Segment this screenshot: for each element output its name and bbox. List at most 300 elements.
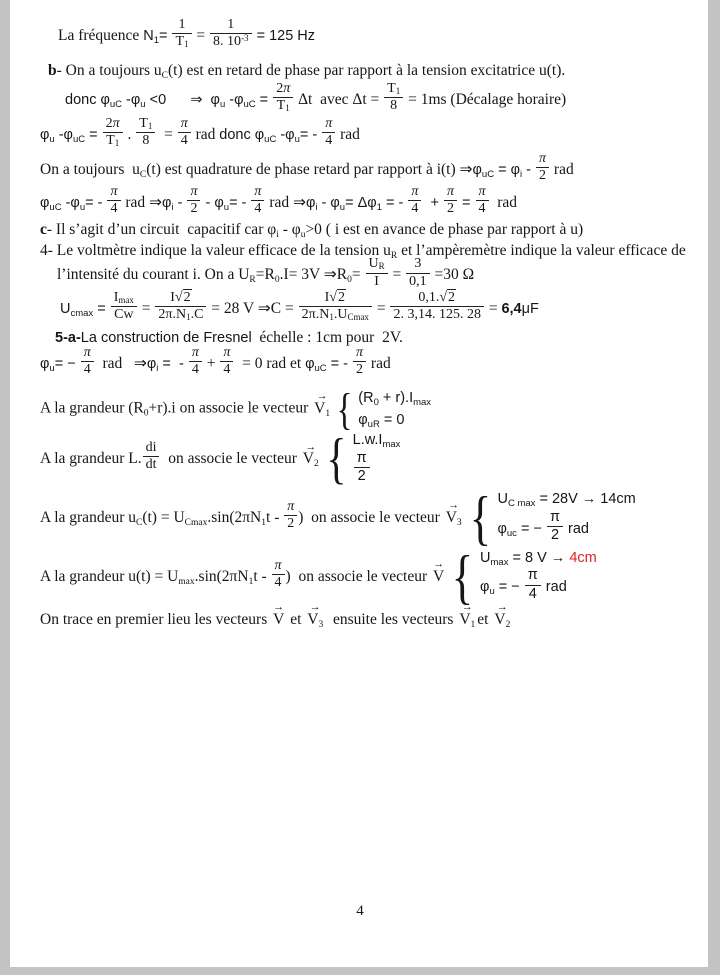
text-run: (t) est en retard de phase par rapport à la tension excitatrice u(t). xyxy=(168,62,566,80)
radicand: 2 xyxy=(337,289,345,305)
vector-letter: V xyxy=(314,399,326,417)
radical-sign: √ xyxy=(439,289,448,305)
fraction-denominator xyxy=(525,586,541,603)
vector-index: 2 xyxy=(505,619,511,630)
text-run: + r).I xyxy=(378,390,414,407)
line-vecteur-v3 xyxy=(40,485,694,551)
fraction-numerator xyxy=(220,345,233,362)
fraction-numerator xyxy=(384,81,403,98)
text-run: rad xyxy=(191,126,220,144)
line-quadrature xyxy=(40,151,694,187)
subscript: i xyxy=(171,202,174,214)
fraction-numerator xyxy=(406,256,430,273)
subscript: cmax xyxy=(70,307,94,319)
text-run: 1 xyxy=(227,17,235,32)
text-run: >0 ( i est en avance de phase par rapport à u) xyxy=(305,221,584,239)
system-row xyxy=(497,490,635,509)
system-row xyxy=(353,431,401,450)
vector-letter: V xyxy=(445,509,457,527)
math-fraction xyxy=(353,345,366,378)
fraction-numerator xyxy=(107,184,120,201)
text-run: t - xyxy=(253,567,271,585)
math-sqrt xyxy=(329,289,346,305)
text-run: et xyxy=(477,610,493,628)
text-run: Δt avec Δt = xyxy=(294,90,384,108)
text-run: = xyxy=(93,300,110,317)
text-run: = xyxy=(484,299,502,317)
system-brace: { xyxy=(469,485,491,551)
system-rows xyxy=(480,549,597,606)
fraction-numerator xyxy=(390,290,484,307)
vector-symbol xyxy=(307,610,323,631)
text-run: -φ xyxy=(225,91,244,108)
line-vecteur-v xyxy=(40,543,694,610)
math-fraction xyxy=(406,256,430,289)
line-vecteur-v2 xyxy=(40,427,694,490)
text-run: = 0 xyxy=(379,411,405,428)
fraction-denominator xyxy=(143,457,160,473)
text-run: 2. 3,14. 125. 28 xyxy=(393,306,481,322)
text-run: T xyxy=(106,132,115,148)
subscript: 0 xyxy=(373,397,379,409)
bold-text-run: b xyxy=(48,62,57,80)
text-run: 4 xyxy=(411,201,419,217)
text-run: 8 xyxy=(390,97,398,113)
text-run: = − xyxy=(494,579,524,596)
text-run: = xyxy=(137,299,155,317)
subscript: 1 xyxy=(285,102,290,113)
text-run: = xyxy=(255,91,273,108)
fraction-numerator xyxy=(273,81,293,98)
subscript: C xyxy=(139,170,147,181)
text-run: On trace en premier lieu les vecteurs xyxy=(40,610,272,628)
text-run: -φ xyxy=(276,127,295,144)
vector-system xyxy=(448,543,597,610)
text-run: (t) est quadrature de phase retard par rapport à i(t) ⇒ xyxy=(146,161,473,179)
subscript: max xyxy=(178,576,195,587)
subscript: u xyxy=(140,98,146,110)
math-fraction xyxy=(299,290,372,323)
italic-text-run: π xyxy=(325,115,333,131)
radical-sign: √ xyxy=(329,289,337,305)
text-run: dt xyxy=(145,457,157,473)
text-run: T xyxy=(139,115,148,131)
text-run: π xyxy=(549,508,560,525)
subscript: 1 xyxy=(261,518,267,529)
text-run: - xyxy=(173,195,187,212)
text-run: . xyxy=(123,126,136,144)
subscript: 0 xyxy=(274,275,280,286)
italic-text-run: π xyxy=(112,115,120,131)
text-run: = - xyxy=(326,356,353,373)
line-donc-phase xyxy=(65,80,694,117)
text-run: T xyxy=(175,34,185,50)
subscript: uC xyxy=(314,363,327,375)
text-run: 4 xyxy=(191,362,199,378)
system-brace: { xyxy=(336,384,353,434)
subscript: max xyxy=(490,556,509,568)
vector-symbol xyxy=(459,610,475,631)
text-run: 2 xyxy=(287,516,295,531)
subscript: C xyxy=(135,518,143,529)
fraction-numerator xyxy=(178,116,191,133)
fraction-denominator xyxy=(390,307,484,323)
radicand: 2 xyxy=(183,289,191,305)
text-run: 4 xyxy=(478,201,486,217)
text-run: 4 xyxy=(325,132,333,148)
text-run: A la grandeur L. xyxy=(40,450,142,468)
text-run: 4 xyxy=(110,201,118,217)
fraction-denominator xyxy=(322,133,335,149)
text-run: I xyxy=(324,289,330,305)
text-run: φ xyxy=(497,520,507,537)
fraction-denominator xyxy=(353,362,366,378)
vector-symbol xyxy=(303,449,319,470)
math-fraction xyxy=(136,116,155,149)
text-run: A la grandeur u xyxy=(40,509,136,527)
math-fraction xyxy=(143,440,160,473)
vector-symbol xyxy=(433,567,444,587)
fraction-denominator xyxy=(251,201,264,217)
math-fraction xyxy=(354,450,370,485)
fraction-numerator xyxy=(189,345,202,362)
subscript: Cmax xyxy=(184,518,208,529)
math-fraction xyxy=(284,499,297,532)
text-run: 4 xyxy=(83,362,91,378)
text-run: échelle : 1cm pour 2V. xyxy=(251,328,403,346)
subscript: uC xyxy=(109,98,123,110)
subscript: u xyxy=(339,202,346,214)
text-run: = xyxy=(192,27,210,45)
subscript: max xyxy=(118,294,134,305)
text-run: (t) = U xyxy=(142,509,185,527)
text-run: - xyxy=(522,162,536,179)
text-run: ensuite les vecteurs xyxy=(325,610,458,628)
italic-text-run: π xyxy=(356,344,364,360)
fraction-denominator xyxy=(210,34,252,50)
text-run: La construction de Fresnel xyxy=(80,329,252,346)
text-run: φ xyxy=(40,356,50,373)
fraction-denominator xyxy=(299,307,372,323)
fraction-denominator xyxy=(408,201,421,217)
text-run: = - xyxy=(229,195,251,212)
subscript: 1 xyxy=(186,311,191,322)
text-run: - On a toujours u xyxy=(56,62,162,80)
text-run: .sin(2πN xyxy=(194,567,249,585)
fraction-denominator xyxy=(81,362,94,378)
text-run: φ xyxy=(480,579,490,596)
fraction-denominator xyxy=(384,98,403,114)
line-phase-quarter xyxy=(40,115,694,152)
text-run: - Il s’agit d’un circuit capacitif car φ xyxy=(46,221,277,239)
text-run: rad xyxy=(541,579,567,596)
fraction-denominator xyxy=(155,307,206,323)
bold-text-run: c xyxy=(40,221,47,239)
subscript: 1 xyxy=(114,137,120,148)
text-run: φ xyxy=(162,195,172,212)
system-brace: { xyxy=(326,427,347,490)
text-run: = xyxy=(372,299,390,317)
text-run: +r).i on associe le vecteur xyxy=(148,399,313,417)
radicand: 2 xyxy=(448,289,456,305)
italic-text-run: π xyxy=(287,498,295,514)
subscript: u xyxy=(79,202,86,214)
italic-text-run: π xyxy=(539,151,547,167)
math-fraction xyxy=(210,17,252,50)
math-fraction xyxy=(272,558,285,591)
subscript: u xyxy=(49,134,55,146)
italic-text-run: π xyxy=(83,344,91,360)
fraction-denominator xyxy=(284,516,297,532)
italic-text-run: π xyxy=(180,115,188,131)
fraction-denominator xyxy=(444,201,457,217)
text-run: = xyxy=(351,266,365,284)
fraction-denominator xyxy=(189,362,202,378)
text-run: rad xyxy=(489,194,518,212)
text-run: - φ xyxy=(278,221,301,239)
text-run: = 8 V → xyxy=(508,549,570,566)
fraction-numerator xyxy=(210,17,252,34)
subscript: u xyxy=(223,202,230,214)
subscript: i xyxy=(156,363,159,375)
fraction-denominator xyxy=(187,201,200,217)
subscript: u xyxy=(49,363,55,375)
text-run: -φ xyxy=(54,127,73,144)
text-run: rad ⇒ xyxy=(121,194,163,212)
text-run: t - xyxy=(266,509,284,527)
math-fraction xyxy=(107,184,120,217)
text-run: =30 Ω xyxy=(430,266,475,284)
fraction-numerator xyxy=(322,116,335,133)
text-run: rad xyxy=(367,355,391,373)
text-run: φ xyxy=(305,195,316,212)
line-b-retard-phase xyxy=(48,61,694,82)
page-left-border xyxy=(0,0,10,975)
subscript: i xyxy=(520,169,523,181)
text-run: = xyxy=(457,195,475,212)
subscript: 1 xyxy=(376,202,382,214)
math-fraction xyxy=(384,81,403,114)
text-run: - φ xyxy=(317,195,340,212)
system-rows xyxy=(353,431,401,488)
math-fraction xyxy=(366,256,388,289)
fraction-denominator xyxy=(220,362,233,378)
text-run: et xyxy=(286,610,306,628)
fraction-numerator xyxy=(536,151,549,168)
text-run: (R xyxy=(358,390,374,407)
bold-text-run: 6,4 xyxy=(501,300,522,317)
fraction-numerator xyxy=(284,499,297,516)
text-run: 8 xyxy=(142,132,150,148)
math-sqrt xyxy=(439,289,456,305)
vector-letter: V xyxy=(459,610,471,628)
text-run: - φ xyxy=(201,195,224,212)
fraction-numerator xyxy=(354,450,370,468)
text-run: T xyxy=(387,80,396,96)
subscript: uC xyxy=(72,134,86,146)
math-fraction xyxy=(220,345,233,378)
text-run: 4 xyxy=(254,201,262,217)
math-fraction xyxy=(408,184,421,217)
bold-text-run: 5-a- xyxy=(55,329,81,346)
math-fraction xyxy=(390,290,484,323)
text-run: 4 xyxy=(274,574,282,590)
text-run: 8. 10 xyxy=(213,34,242,50)
text-run: = - xyxy=(381,195,408,212)
subscript: 1 xyxy=(395,85,401,96)
fraction-numerator xyxy=(476,184,489,201)
subscript: 1 xyxy=(147,120,153,131)
line-c-capacitif xyxy=(40,220,694,241)
fraction-numerator xyxy=(136,116,155,133)
subscript: Cmax xyxy=(347,311,369,322)
text-run: 2 xyxy=(550,526,560,543)
math-fraction xyxy=(178,116,191,149)
fraction-denominator xyxy=(406,274,430,290)
italic-text-run: π xyxy=(446,184,454,200)
text-run: 2 xyxy=(190,201,198,217)
text-run: U xyxy=(480,549,491,566)
vector-symbol xyxy=(446,508,462,529)
vector-system xyxy=(334,384,432,434)
text-run: U xyxy=(60,300,71,317)
text-run: = φ xyxy=(494,162,521,179)
text-run: donc φ xyxy=(219,127,265,144)
fraction-denominator xyxy=(111,307,137,323)
subscript: 1 xyxy=(248,576,254,587)
text-run: φ xyxy=(146,356,157,373)
fraction-denominator xyxy=(272,575,285,591)
fraction-numerator xyxy=(408,184,421,201)
italic-text-run: π xyxy=(274,557,282,573)
subscript: u xyxy=(489,586,495,598)
subscript: max xyxy=(382,439,401,451)
text-run: = xyxy=(158,28,172,45)
math-fraction xyxy=(111,290,137,323)
text-run: ) on associe le vecteur xyxy=(298,509,444,527)
vector-index: 1 xyxy=(325,408,331,419)
fraction-numerator xyxy=(299,290,372,307)
text-run: π xyxy=(527,567,538,584)
text-run: φ xyxy=(358,411,368,428)
fraction-denominator xyxy=(547,527,563,544)
system-rows xyxy=(497,490,635,547)
text-run: = − xyxy=(516,520,546,537)
fraction-denominator xyxy=(103,133,123,149)
text-run: 4- Le voltmètre indique la valeur efficace de la tension u xyxy=(40,241,391,259)
text-run: T xyxy=(276,97,286,113)
italic-text-run: π xyxy=(478,184,486,200)
text-run: La fréquence xyxy=(58,27,144,45)
math-fraction xyxy=(172,17,191,50)
fraction-numerator xyxy=(155,290,206,307)
system-row xyxy=(358,389,431,408)
text-run: rad ⇒ xyxy=(94,355,147,373)
text-run: U xyxy=(497,491,508,508)
math-fraction xyxy=(251,184,264,217)
vector-letter: V xyxy=(307,610,319,628)
text-run: .C xyxy=(190,306,204,322)
text-run: μF xyxy=(521,300,539,317)
text-run: 2π.N xyxy=(301,306,330,322)
text-run: = - xyxy=(85,195,107,212)
text-run: 1 xyxy=(178,17,186,32)
text-run: φ xyxy=(40,195,50,212)
math-fraction xyxy=(444,184,457,217)
fraction-denominator xyxy=(536,168,549,184)
fraction-numerator xyxy=(103,116,123,133)
text-run: donc φ xyxy=(65,91,110,108)
vector-symbol xyxy=(314,399,330,420)
fraction-numerator xyxy=(547,509,563,527)
line-5a-fresnel xyxy=(55,328,694,348)
math-fraction xyxy=(155,290,206,323)
math-fraction xyxy=(322,116,335,149)
system-row xyxy=(497,508,635,547)
text-run: 2 xyxy=(357,468,366,485)
subscript: u xyxy=(300,230,306,241)
text-run: 0,1 xyxy=(409,273,427,289)
line-ucmax-capacite xyxy=(60,289,694,326)
subscript: 1 xyxy=(329,311,334,322)
text-run: rad xyxy=(336,126,360,144)
line-phases-fresnel xyxy=(40,344,694,381)
subscript: C xyxy=(161,71,169,82)
text-run: =R xyxy=(255,266,275,284)
text-run: I xyxy=(113,289,119,305)
text-run: 0,1. xyxy=(418,289,440,305)
system-row xyxy=(358,411,431,430)
page-right-border xyxy=(708,0,720,975)
text-run: = xyxy=(85,127,102,144)
vector-letter: V xyxy=(433,567,445,585)
vector-index: 3 xyxy=(318,619,324,630)
line-trace-vecteurs xyxy=(40,610,694,631)
subscript: uC xyxy=(481,169,495,181)
text-run: = xyxy=(156,126,177,144)
text-run: 2 xyxy=(105,115,113,131)
fraction-numerator xyxy=(111,290,137,307)
fraction-denominator xyxy=(354,468,370,485)
text-run: = 28V → 14cm xyxy=(535,491,636,508)
text-run: I xyxy=(374,273,379,289)
text-run: A la grandeur (R xyxy=(40,399,144,417)
subscript: uC xyxy=(243,98,256,110)
text-run: 4 xyxy=(528,585,537,602)
text-run: .U xyxy=(333,306,348,322)
subscript: uR xyxy=(367,418,380,430)
fraction-numerator xyxy=(81,345,94,362)
line-delta-phi xyxy=(40,184,694,220)
text-run: L.w.I xyxy=(352,432,383,449)
vector-symbol xyxy=(494,610,510,631)
text-run: et l’ampèremètre indique la valeur efficace de xyxy=(397,241,686,259)
subscript: C max xyxy=(507,498,536,510)
text-run: I xyxy=(170,289,175,305)
vector-letter: V xyxy=(302,450,314,468)
fraction-numerator xyxy=(251,184,264,201)
text-run: On a toujours u xyxy=(40,161,140,179)
system-row xyxy=(480,549,597,568)
vector-letter: V xyxy=(273,610,285,628)
subscript: 0 xyxy=(143,408,149,419)
radical-sign: √ xyxy=(174,289,183,305)
text-run: φ xyxy=(305,356,315,373)
fraction-denominator xyxy=(366,274,388,290)
subscript: max xyxy=(413,397,432,409)
italic-text-run: π xyxy=(411,184,419,200)
highlight-text-run: 4cm xyxy=(569,549,597,566)
